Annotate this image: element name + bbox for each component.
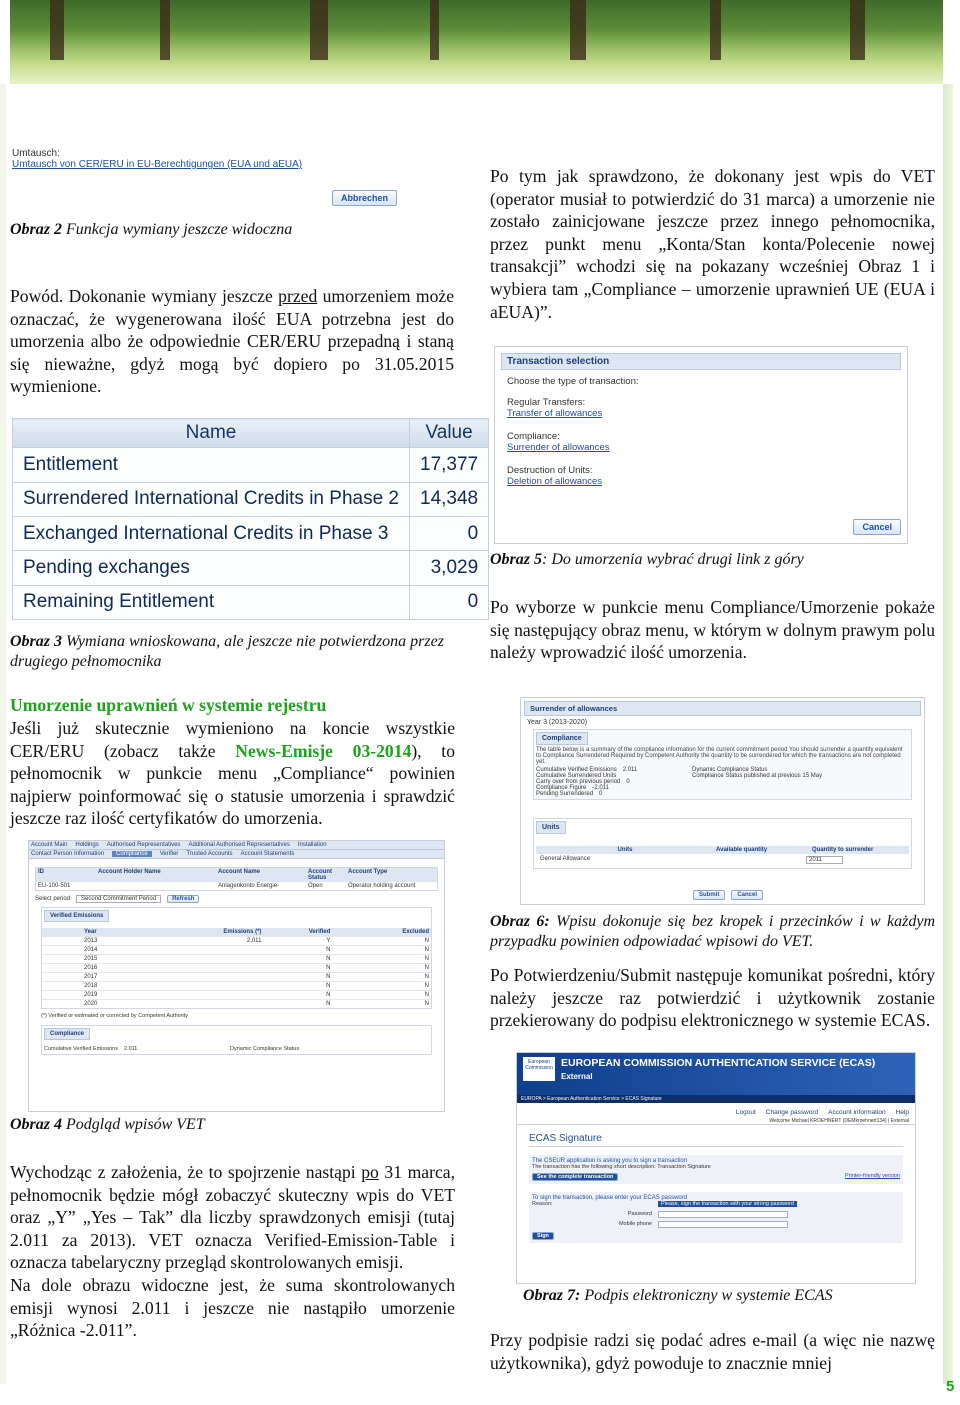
cancel-button[interactable]: Cancel (853, 519, 901, 535)
table-row (42, 981, 431, 990)
figure-2-caption-text: Funkcja wymiany jeszcze widoczna (62, 221, 293, 238)
paragraph-left-bottom-underlined: po (361, 1162, 379, 1182)
row-value: 14,348 (410, 482, 489, 516)
available-quantity-header: Available quantity (716, 847, 768, 853)
quantity-to-surrender-header: Quantity to surrender (812, 847, 874, 853)
help-link[interactable]: Help (895, 1109, 909, 1116)
column-excluded: Excluded (402, 929, 429, 935)
field-label: Pending Surrendered (536, 791, 594, 797)
row-value: 0 (410, 516, 489, 550)
tab-installation[interactable]: Installation (297, 842, 327, 848)
table-row (13, 482, 489, 516)
table-row (42, 990, 431, 999)
column-header-name: Name (13, 419, 410, 448)
select-period-label: Select period (35, 896, 71, 902)
figure-6-caption-label: Obraz 6: (490, 913, 550, 930)
field-value: 2.011 (622, 767, 638, 773)
header-account-holder: Account Holder Name (98, 869, 161, 875)
table-row (536, 854, 909, 866)
change-password-link[interactable]: Change password (765, 1109, 819, 1116)
emissions-cell (153, 956, 261, 962)
table-row (42, 963, 431, 972)
year-cell: 2014 (84, 947, 98, 953)
tab-account-statements[interactable]: Account Statements (240, 851, 295, 857)
deletion-of-allowances-link[interactable]: Deletion of allowances (507, 476, 603, 487)
mobile-phone-label: Mobile phone (618, 1221, 652, 1227)
figure-5-caption-label: Obraz 5 (490, 551, 543, 568)
breadcrumb: EUROPA > European Authentication Service > ECAS Signature (517, 1095, 915, 1103)
table-row (42, 936, 431, 945)
paragraph-reason-part: Powód. Dokonanie wymiany jeszcze (10, 286, 279, 306)
tab-holdings[interactable]: Holdings (75, 842, 99, 848)
header-id: ID (38, 869, 44, 875)
row-name: Remaining Entitlement (13, 585, 410, 619)
account-id: EU-100-501 (38, 883, 71, 889)
paragraph-reason-part: umorzeniem może oznaczać, że wygenerowana ilość EUA potrzebna jest do umorzenia albo że odpowiednie CER/ERU przepadną i staną się nieważne, gdyż mogą być dopiero po 31.05.2015 wymienione. (10, 286, 454, 397)
verified-cell: N (326, 947, 331, 953)
field-value: 0 (626, 779, 630, 785)
emissions-cell (153, 1001, 261, 1007)
table-row (13, 448, 489, 482)
account-type: Operator holding account (348, 883, 416, 889)
excluded-cell: N (424, 947, 429, 953)
european-commission-logo: European Commission (523, 1057, 555, 1081)
password-input[interactable] (658, 1211, 788, 1218)
compliance-section-title: Compliance (44, 1028, 90, 1040)
units-column-header: Units (617, 847, 633, 853)
paragraph-right-2: Po wyborze w punkcie menu Compliance/Umorzenie pokaże się następujący obraz menu, w którym w dolnym prawym polu należy wprowadzić ilość umorzenia. (490, 597, 935, 663)
tab-verifier[interactable]: Verifier (159, 851, 179, 857)
emissions-note: (*) Verified or estimated or corrected by Competent Authority (41, 1013, 189, 1019)
umtausch-label: Umtausch: (12, 148, 60, 159)
column-verified: Verified (308, 929, 331, 935)
header-account-type: Account Type (348, 869, 388, 875)
tab-account-main[interactable]: Account Main (31, 842, 68, 848)
year-cell: 2015 (84, 956, 98, 962)
ecas-title: EUROPEAN COMMISSION AUTHENTICATION SERVICE (ECAS) (561, 1057, 876, 1069)
figure-2-screenshot (10, 140, 412, 215)
field-row (536, 791, 686, 797)
column-year: Year (84, 929, 97, 935)
welcome-user: Welcome Michael KROEHNERT (DEMkroehnert134) | External (517, 1118, 915, 1125)
paragraph-reason-underlined: przed (278, 286, 318, 306)
figure-4-caption-label: Obraz 4 (10, 1116, 63, 1133)
table-row (42, 972, 431, 981)
verified-cell: N (326, 983, 331, 989)
figure-5-caption (490, 550, 935, 570)
figure-5-caption-text: : Do umorzenia wybrać drugi link z góry (542, 551, 804, 568)
abbrechen-button[interactable]: Abbrechen (332, 190, 397, 206)
emissions-cell (153, 974, 261, 980)
reason-label: Reason: (532, 1201, 553, 1207)
paragraph-left-bottom-part: Na dole obrazu widoczne jest, że suma skontrolowanych emisji wynosi 2.011 i jeszcze nie nastąpiło umorzenie „Różnica -2.011”. (10, 1274, 455, 1341)
transaction-selection-title: Transaction selection (501, 353, 901, 370)
year-cell: 2017 (84, 974, 98, 980)
figure-7-screenshot (516, 1052, 916, 1284)
figure-2-caption-label: Obraz 2 (10, 221, 63, 238)
emissions-cell (153, 992, 261, 998)
field-label: Carry over from previous period (536, 779, 621, 785)
figure-5-screenshot (494, 346, 908, 544)
figure-7-caption-label: Obraz 7: (523, 1287, 581, 1304)
paragraph-right-3: Po Potwierdzeniu/Submit następuje komunikat pośredni, który należy jeszcze raz potwierdzić i użytkownik zostanie przekierowany do podpisu elektronicznego w systemie ECAS. (490, 965, 935, 1031)
mobile-phone-input[interactable] (658, 1221, 788, 1228)
header-account-status: Account Status (308, 869, 332, 881)
compliance-label: Compliance: (507, 431, 560, 442)
account-holder (98, 883, 218, 889)
field-label: Cumulative Verified Emissions (536, 767, 617, 773)
excluded-cell: N (424, 965, 429, 971)
row-value: 17,377 (410, 448, 489, 482)
figure-6-caption-text: Wpisu dokonuje się bez kropek i przecinków i w każdym przypadku powinien odpowiadać wpisowi do VET. (490, 913, 935, 950)
see-transaction-button[interactable]: See the complete transaction (532, 1173, 618, 1181)
figure-7-caption-text: Podpis elektroniczny w systemie ECAS (580, 1287, 833, 1304)
cancel-button[interactable]: Cancel (731, 890, 763, 900)
table-row (42, 945, 431, 954)
paragraph-section-part: ), to pełnomocnik w punkcie menu „Compliance“ powinien najpierw poinformować się o statusie umorzenia i sprawdzić jeszcze raz ilość certyfikatów do umorzenia. (10, 740, 455, 829)
figure-2-caption (10, 220, 450, 240)
paragraph-section (10, 717, 455, 830)
excluded-cell: N (424, 938, 429, 944)
account-name: Anlagenkonto Energie- (218, 883, 280, 889)
paragraph-left-bottom (10, 1161, 455, 1342)
password-label: Password (627, 1211, 652, 1217)
sign-request-text: The CSEUR application is asking you to sign a transaction (532, 1158, 688, 1164)
figure-4-caption-text: Podgląd wpisów VET (62, 1116, 205, 1133)
verified-emissions-title: Verified Emissions (44, 910, 109, 922)
field-label: Compliance Figure (536, 785, 587, 791)
row-value: 0 (410, 585, 489, 619)
figure-7-caption (523, 1286, 943, 1306)
external-label: External (561, 1072, 593, 1081)
left-edge-decoration (0, 84, 6, 1384)
header-banner-forest-image (10, 0, 943, 84)
excluded-cell: N (424, 1001, 429, 1007)
year-cell: 2018 (84, 983, 98, 989)
refresh-button[interactable]: Refresh (167, 895, 199, 903)
emissions-cell: 2,011 (246, 938, 262, 944)
year-label: Year 3 (2013-2020) (527, 719, 588, 726)
tab-trusted-accounts[interactable]: Trusted Accounts (186, 851, 233, 857)
emissions-cell (153, 983, 261, 989)
tab-authorised-representatives[interactable]: Authorised Representatives (106, 842, 181, 848)
verified-cell: N (326, 956, 331, 962)
surrender-of-allowances-link[interactable]: Surrender of allowances (507, 442, 610, 453)
verified-cell: N (326, 974, 331, 980)
dynamic-compliance-status: Dynamic Compliance Status (692, 767, 768, 773)
compliance-info: The table below is a summary of the compliance information for the current commitment period You should surrender a quantity equivalent to Compliance Surrendered Required by Competent Authority the quantity to be surrendered for which the transactions are not completed yet. (536, 747, 903, 765)
paragraph-left-bottom-part: 31 marca, pełnomocnik będzie mógł zobaczyć skuteczny wpis do VET oraz „Y” „Yes – Tak” dla liczby sprawdzonych emisji (tutaj 2.011 za 2013). VET oznacza Verified-Emission-Table i oznacza tabelaryczny przegląd skontrolowanych emisji. (10, 1162, 455, 1273)
paragraph-right-1: Po tym jak sprawdzono, że dokonany jest wpis do VET (operator musiał to potwierdzić do 31 marca) a umorzenie nie zostało zainicjowane jeszcze przez innego pełnomocnika, przez punkt menu „Konta/Stan konta/Polecenie nowej transakcji” wchodzi się na pokazany wcześniej Obraz 1 i wybiera tam „Compliance – umorzenie uprawnień UE (EUA i aEUA)”. (490, 166, 935, 322)
dynamic-compliance-status: Dynamic Compliance Status (229, 1046, 300, 1052)
table-row (13, 551, 489, 585)
tab-compliance[interactable]: Compliance (112, 851, 152, 857)
paragraph-right-4: Przy podpisie radzi się podać adres e-mail (a więc nie nazwę użytkownika), gdyż powoduje to znacznie mniej (490, 1330, 935, 1373)
row-name: Entitlement (13, 448, 410, 482)
destruction-of-units-label: Destruction of Units: (507, 465, 593, 476)
cumulative-verified-label: Cumulative Verified Emissions (44, 1046, 118, 1052)
row-name: Exchanged International Credits in Phase 3 (13, 516, 410, 550)
field-value: 0 (599, 791, 603, 797)
figure-6-caption (490, 912, 935, 952)
account-status: Open (308, 883, 323, 889)
row-value: 3,029 (410, 551, 489, 585)
year-cell: 2019 (84, 992, 98, 998)
transfer-of-allowances-link[interactable]: Transfer of allowances (507, 408, 603, 419)
section-heading: Umorzenie uprawnień w systemie rejestru (10, 695, 327, 715)
vet-rows (42, 936, 431, 1008)
year-cell: 2013 (84, 938, 98, 944)
account-information-link[interactable]: Account information (828, 1109, 886, 1116)
figure-3-caption-text: Wymiana wnioskowana, ale jeszcze nie potwierdzona przez drugiego pełnomocnika (10, 633, 444, 670)
compliance-subtitle: Compliance (536, 732, 588, 745)
figure-4-screenshot (28, 840, 445, 1112)
ecas-signature-title: ECAS Signature (529, 1133, 903, 1147)
submit-button[interactable]: Submit (693, 890, 725, 900)
figure-6-screenshot (520, 697, 925, 905)
emissions-cell (153, 947, 261, 953)
choose-type-label: Choose the type of transaction: (507, 376, 639, 387)
units-subtitle: Units (536, 821, 566, 834)
paragraph-reason (10, 285, 454, 398)
compliance-status-published: Compliance Status published at previous 15 May (692, 773, 823, 779)
tab-contact-person[interactable]: Contact Person Information (31, 851, 105, 857)
table-header-row (13, 419, 489, 448)
figure-3-caption (10, 632, 455, 672)
regular-transfers-label: Regular Transfers: (507, 397, 586, 408)
verified-cell: Y (326, 938, 331, 944)
surrender-title: Surrender of allowances (524, 701, 921, 716)
paragraph-section-part: Jeśli już skutecznie wymieniono na koncie wszystkie CER/ERU (zobacz także (10, 718, 455, 761)
figure-3-table (12, 418, 489, 620)
table-row (42, 954, 431, 963)
figure-4-caption (10, 1115, 450, 1135)
excluded-cell: N (424, 956, 429, 962)
table-row (42, 999, 431, 1008)
excluded-cell: N (424, 992, 429, 998)
header-account-name: Account Name (218, 869, 261, 875)
column-header-value: Value (410, 419, 489, 448)
year-cell: 2020 (84, 1001, 98, 1007)
row-name: Surrendered International Credits in Phase 2 (13, 482, 410, 516)
table-row (13, 516, 489, 550)
enter-password-text: To sign the transaction, please enter your ECAS password (532, 1195, 688, 1201)
news-emisje-link[interactable]: News-Emisje 03-2014 (235, 740, 412, 761)
printer-friendly-link[interactable]: Printer-friendly version (844, 1173, 900, 1179)
year-cell: 2016 (84, 965, 98, 971)
verified-cell: N (326, 992, 331, 998)
transaction-description: The transaction has the following short description: Transaction Signature (532, 1164, 711, 1170)
logout-link[interactable]: Logout (735, 1109, 756, 1116)
excluded-cell: N (424, 983, 429, 989)
quantity-to-surrender-input[interactable]: 2011 (806, 856, 843, 864)
row-name: Pending exchanges (13, 551, 410, 585)
right-edge-decoration (943, 84, 953, 1384)
excluded-cell: N (424, 974, 429, 980)
emissions-cell (153, 965, 261, 971)
unit-type: General Allowance (540, 856, 591, 862)
umtausch-link[interactable]: Umtausch von CER/ERU in EU-Berechtigungen (EUA und aEUA) (12, 159, 303, 170)
sign-button[interactable]: Sign (532, 1232, 554, 1240)
verified-cell: N (326, 965, 331, 971)
period-select[interactable]: Second Commitment Period (76, 895, 161, 903)
cumulative-verified-value: 2.011 (123, 1046, 138, 1052)
page-number: 5 (946, 1378, 955, 1395)
verified-cell: N (326, 1001, 331, 1007)
field-label: Cumulative Surrendered Units (536, 773, 617, 779)
tab-additional-representatives[interactable]: Additional Authorised Representatives (188, 842, 290, 848)
figure-3-caption-label: Obraz 3 (10, 633, 63, 650)
field-value: -2.011 (592, 785, 609, 791)
table-row (13, 585, 489, 619)
column-emissions: Emissions (*) (223, 929, 262, 935)
sign-strong-password: Please, sign the transaction with your strong password (658, 1201, 797, 1207)
paragraph-left-bottom-part: Wychodząc z założenia, że to spojrzenie nastąpi (10, 1162, 362, 1182)
